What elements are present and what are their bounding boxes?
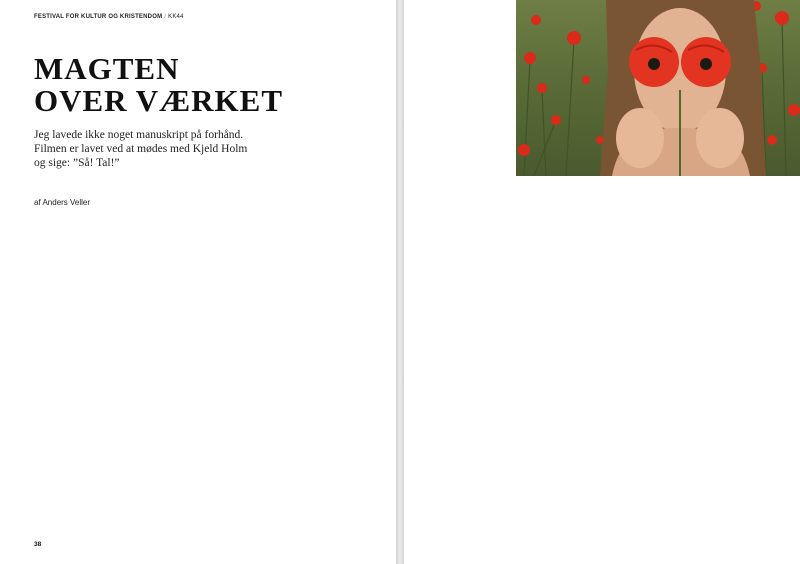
page-gutter — [396, 0, 404, 564]
poppy-eye-left — [629, 37, 679, 87]
subtitle-line: Jeg lavede ikke noget manuskript på forhånd. — [34, 129, 244, 141]
issue-label: KK44 — [168, 14, 184, 20]
subtitle-line: og sige: ”Så! Tal!” — [34, 157, 120, 169]
title-line: MAGTEN — [34, 51, 180, 86]
portrait-photo — [516, 0, 800, 176]
poppy-eye-right — [681, 37, 731, 87]
photo-illustration — [516, 0, 800, 176]
header-separator: / — [164, 14, 167, 20]
left-hand — [616, 108, 664, 168]
festival-name: FESTIVAL FOR KULTUR OG KRISTENDOM — [34, 14, 163, 20]
right-page — [404, 0, 800, 564]
page-number-left: 38 — [34, 541, 42, 548]
title-line: OVER VÆRKET — [34, 83, 283, 118]
article-subtitle — [34, 128, 334, 170]
right-hand — [696, 108, 744, 168]
running-header — [34, 14, 184, 20]
subtitle-line: Filmen er lavet ved at mødes med Kjeld Holm — [34, 143, 248, 155]
byline: af Anders Veller — [34, 198, 91, 207]
article-title — [34, 53, 283, 117]
left-page — [0, 0, 396, 564]
